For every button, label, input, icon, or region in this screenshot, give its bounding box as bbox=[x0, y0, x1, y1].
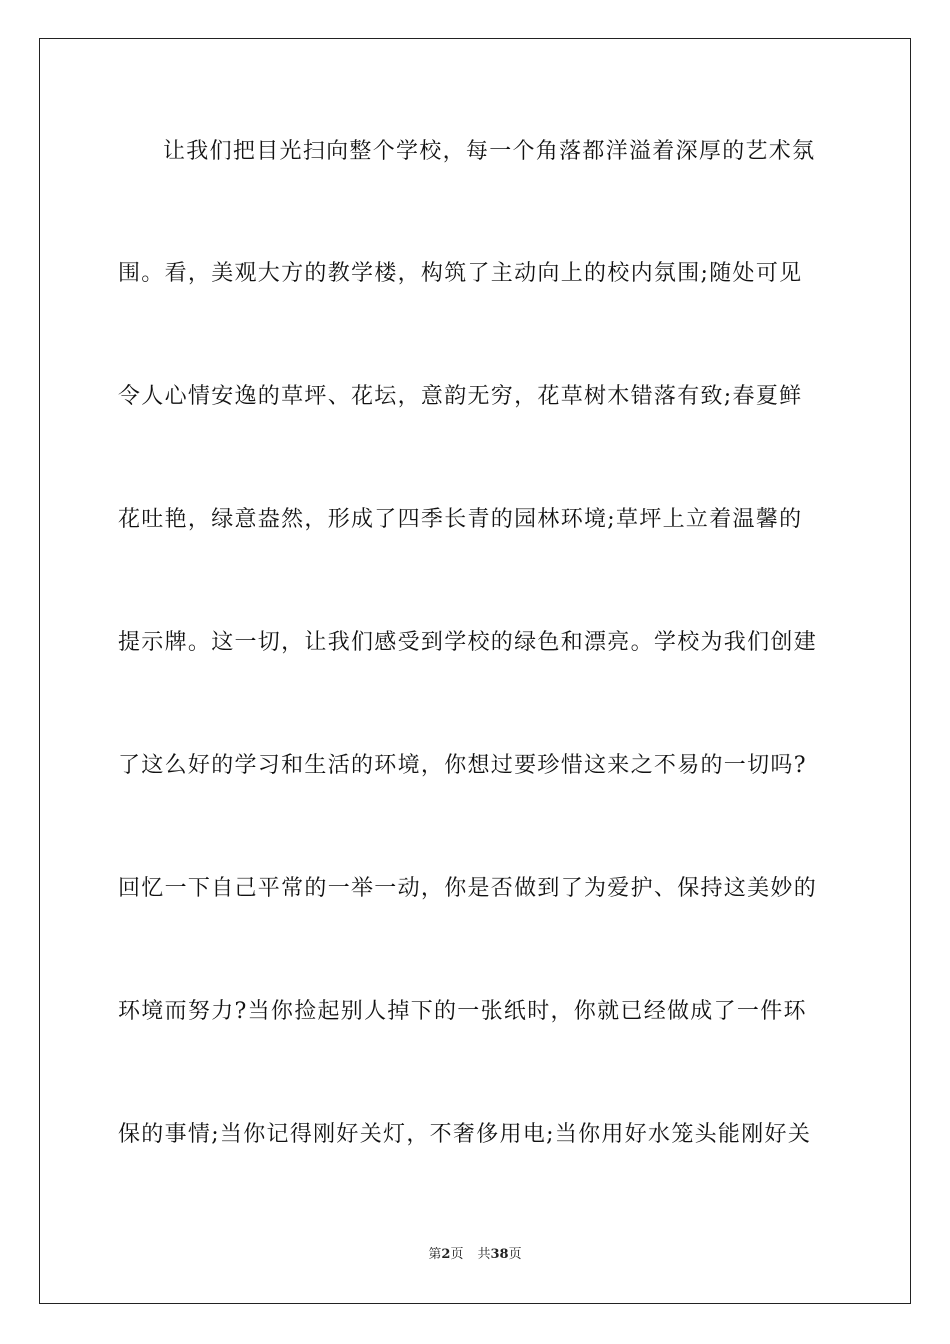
text-line-1: 让我们把目光扫向整个学校，每一个角落都洋溢着深厚的艺术氛 bbox=[163, 139, 816, 164]
page-prefix: 第 bbox=[428, 1247, 442, 1262]
text-line-8: 环境而努力?当你捡起别人掉下的一张纸时，你就已经做成了一件环 bbox=[118, 999, 807, 1024]
total-prefix: 共 bbox=[477, 1247, 491, 1262]
text-line-6: 了这么好的学习和生活的环境，你想过要珍惜这来之不易的一切吗? bbox=[118, 753, 807, 778]
text-line-5: 提示牌。这一切，让我们感受到学校的绿色和漂亮。学校为我们创建 bbox=[118, 630, 818, 655]
page-footer bbox=[0, 1246, 950, 1264]
page-number: 2 bbox=[441, 1247, 451, 1262]
text-line-7: 回忆一下自己平常的一举一动，你是否做到了为爱护、保持这美妙的 bbox=[118, 876, 818, 901]
text-line-4: 花吐艳，绿意盎然，形成了四季长青的园林环境;草坪上立着温馨的 bbox=[118, 507, 803, 532]
text-line-9: 保的事情;当你记得刚好关灯，不奢侈用电;当你用好水笼头能刚好关 bbox=[118, 1122, 812, 1147]
text-line-2: 围。看，美观大方的教学楼，构筑了主动向上的校内氛围;随处可见 bbox=[118, 261, 803, 286]
page-suffix: 页 bbox=[450, 1247, 464, 1262]
total-pages: 38 bbox=[490, 1247, 509, 1262]
text-line-3: 令人心情安逸的草坪、花坛，意韵无穷，花草树木错落有致;春夏鲜 bbox=[118, 384, 803, 409]
total-suffix: 页 bbox=[508, 1247, 522, 1262]
